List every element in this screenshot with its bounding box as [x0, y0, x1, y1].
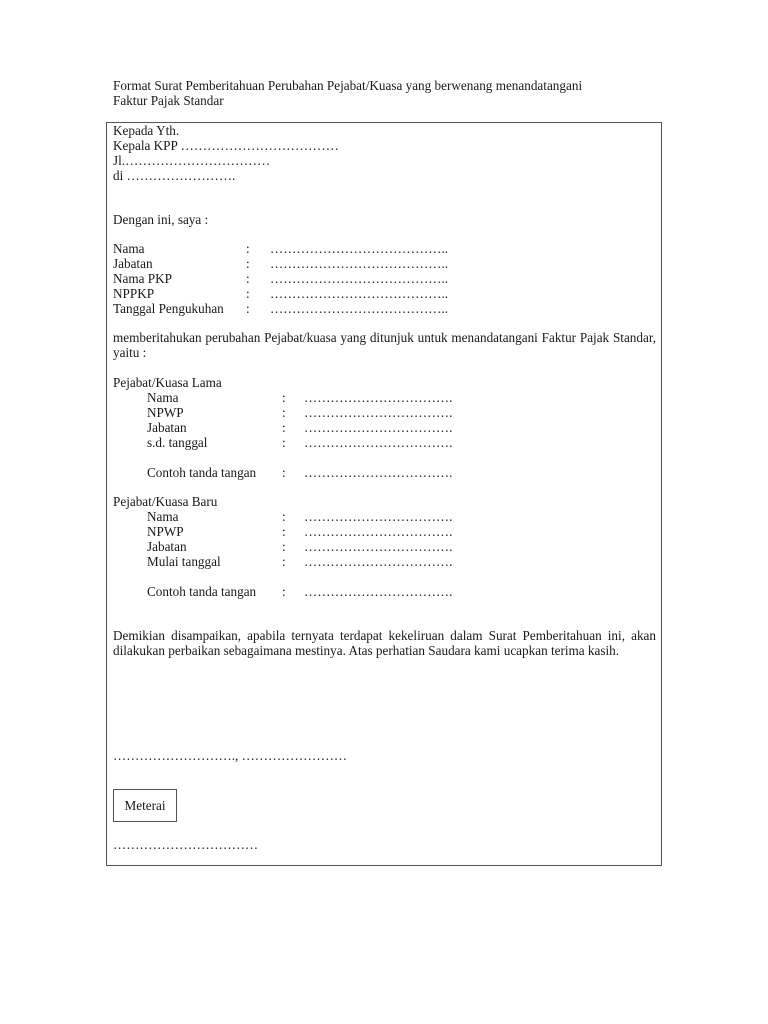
field-colon: :: [282, 539, 286, 554]
field-label: NPPKP: [113, 286, 155, 301]
field-colon: :: [246, 301, 250, 316]
field-label: s.d. tanggal: [147, 435, 208, 450]
field-colon: :: [282, 405, 286, 420]
field-colon: :: [246, 241, 250, 256]
field-value: …………………………….: [304, 405, 453, 420]
closing-paragraph: Demikian disampaikan, apabila ternyata terdapat kekeliruan dalam Surat Pemberitahuan ini, akan dilakukan perbaikan sebagaimana mestinya. Atas perhatian Saudara kami ucapkan terima kasih.: [113, 628, 656, 658]
field-colon: :: [282, 435, 286, 450]
field-value: …………………………….: [304, 435, 453, 450]
title-line-2: Faktur Pajak Standar: [113, 93, 224, 108]
field-label: Jabatan: [113, 256, 153, 271]
field-colon: :: [282, 554, 286, 569]
field-colon: :: [282, 509, 286, 524]
signature-line: ……………………………: [113, 837, 259, 852]
place-date-line: ………………………., ……………………: [113, 748, 348, 763]
stamp-box: Meterai: [113, 789, 177, 822]
field-label: NPWP: [147, 405, 184, 420]
field-label: Tanggal Pengukuhan: [113, 301, 224, 316]
field-value: …………………………………..: [270, 241, 449, 256]
field-label: Jabatan: [147, 539, 187, 554]
field-value: …………………………….: [304, 524, 453, 539]
field-colon: :: [282, 390, 286, 405]
field-colon: :: [282, 465, 286, 480]
recipient-city: di …………………….: [113, 168, 236, 183]
field-value: …………………………………..: [270, 256, 449, 271]
field-value: …………………………….: [304, 420, 453, 435]
field-label: Jabatan: [147, 420, 187, 435]
statement-paragraph: memberitahukan perubahan Pejabat/kuasa yang ditunjuk untuk menandatangani Faktur Pajak Standar, yaitu :: [113, 330, 656, 360]
field-label: Nama: [147, 509, 179, 524]
field-colon: :: [282, 524, 286, 539]
intro-text: Dengan ini, saya :: [113, 212, 209, 227]
field-colon: :: [246, 271, 250, 286]
field-value: …………………………………..: [270, 286, 449, 301]
field-value: …………………………………..: [270, 271, 449, 286]
field-label: Mulai tanggal: [147, 554, 221, 569]
old-official-heading: Pejabat/Kuasa Lama: [113, 375, 222, 390]
field-value: …………………………….: [304, 554, 453, 569]
recipient-office: Kepala KPP ………………………………: [113, 138, 339, 153]
field-value: …………………………….: [304, 509, 453, 524]
field-label: Nama PKP: [113, 271, 172, 286]
field-label: Nama: [147, 390, 179, 405]
field-colon: :: [282, 584, 286, 599]
recipient-street: Jl.……………………………: [113, 153, 271, 168]
signature-sample-value: …………………………….: [304, 465, 453, 480]
field-label: Nama: [113, 241, 145, 256]
signature-sample-label: Contoh tanda tangan: [147, 584, 257, 599]
recipient-greeting: Kepada Yth.: [113, 123, 180, 138]
field-value: …………………………….: [304, 390, 453, 405]
field-colon: :: [282, 420, 286, 435]
signature-sample-value: …………………………….: [304, 584, 453, 599]
field-value: …………………………………..: [270, 301, 449, 316]
field-value: …………………………….: [304, 539, 453, 554]
new-official-heading: Pejabat/Kuasa Baru: [113, 494, 218, 509]
signature-sample-label: Contoh tanda tangan: [147, 465, 257, 480]
field-colon: :: [246, 286, 250, 301]
title-line-1: Format Surat Pemberitahuan Perubahan Pejabat/Kuasa yang berwenang menandatangani: [113, 78, 583, 93]
field-colon: :: [246, 256, 250, 271]
document-title: [113, 78, 673, 108]
field-label: NPWP: [147, 524, 184, 539]
